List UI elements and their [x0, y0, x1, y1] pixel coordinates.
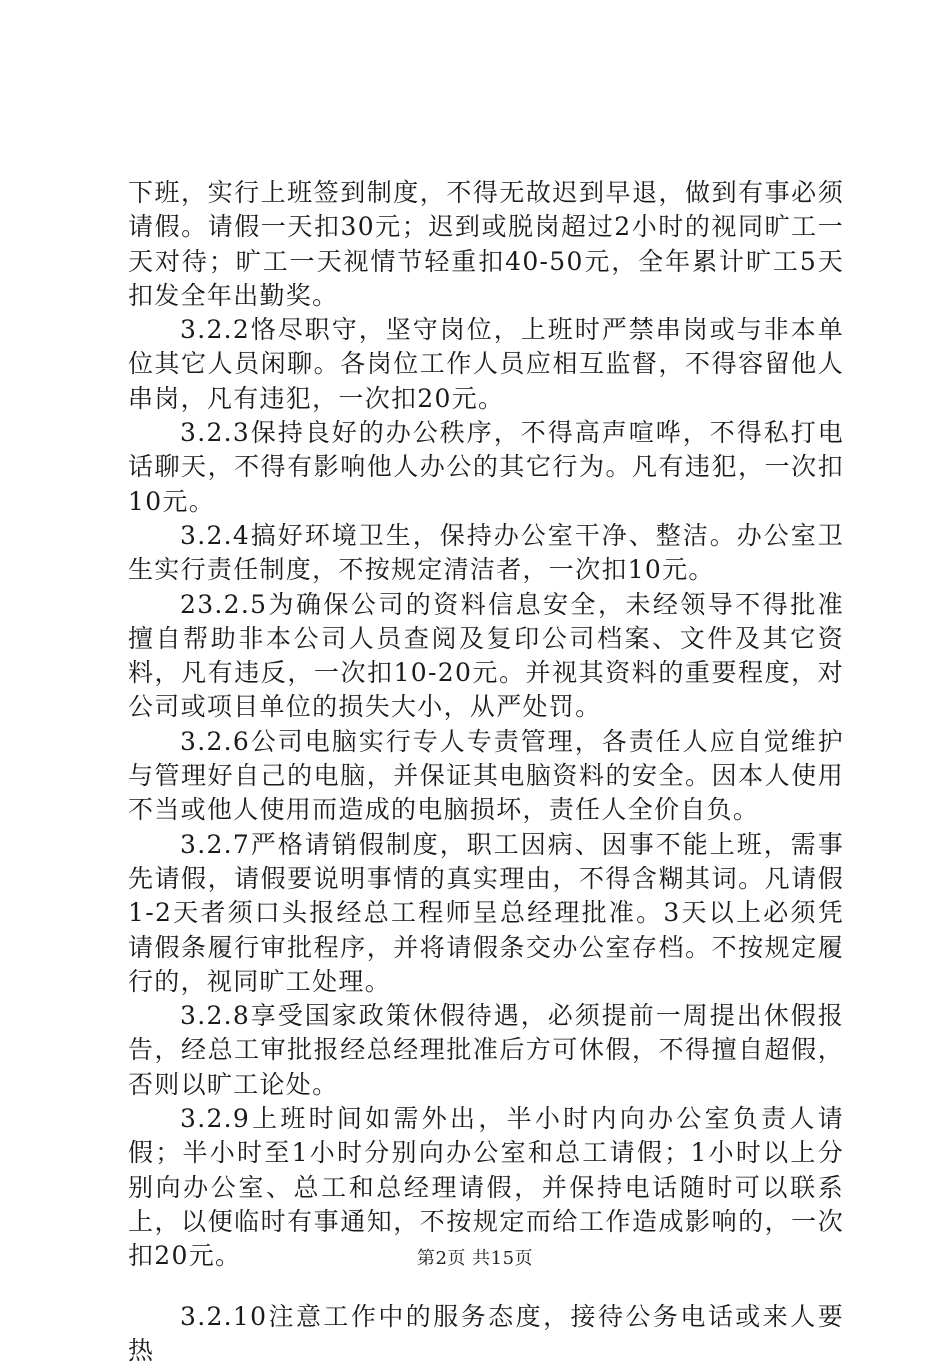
paragraph-3-2-6: 3.2.6公司电脑实行专人专责管理，各责任人应自觉维护与管理好自己的电脑，并保证其电脑资料的安全。因本人使用不当或他人使用而造成的电脑损坏，责任人全价自负。	[128, 725, 844, 828]
document-body	[128, 176, 844, 1368]
paragraph-continuation: 下班，实行上班签到制度，不得无故迟到早退，做到有事必须请假。请假一天扣30元；迟到或脱岗超过2小时的视同旷工一天对待；旷工一天视情节轻重扣40-50元，全年累计旷工5天扣发全年出勤奖。	[128, 176, 844, 313]
paragraph-3-2-5: 23.2.5为确保公司的资料信息安全，未经领导不得批准擅自帮助非本公司人员查阅及复印公司档案、文件及其它资料，凡有违反，一次扣10-20元。并视其资料的重要程度，对公司或项目单位的损失大小，从严处罚。	[128, 588, 844, 725]
paragraph-3-2-3: 3.2.3保持良好的办公秩序，不得高声喧哗，不得私打电话聊天，不得有影响他人办公的其它行为。凡有违犯，一次扣10元。	[128, 416, 844, 519]
paragraph-3-2-9: 3.2.9上班时间如需外出，半小时内向办公室负责人请假；半小时至1小时分别向办公室和总工请假；1小时以上分别向办公室、总工和总经理请假，并保持电话随时可以联系上，以便临时有事通知，不按规定而给工作造成影响的，一次扣20元。	[128, 1102, 844, 1273]
paragraph-3-2-8: 3.2.8享受国家政策休假待遇，必须提前一周提出休假报告，经总工审批报经总经理批准后方可休假，不得擅自超假，否则以旷工论处。	[128, 999, 844, 1102]
paragraph-3-2-2: 3.2.2恪尽职守，坚守岗位，上班时严禁串岗或与非本单位其它人员闲聊。各岗位工作人员应相互监督，不得容留他人串岗，凡有违犯，一次扣20元。	[128, 313, 844, 416]
paragraph-3-2-10: 3.2.10注意工作中的服务态度，接待公务电话或来人要热	[128, 1300, 844, 1368]
paragraph-3-2-7: 3.2.7严格请销假制度，职工因病、因事不能上班，需事先请假，请假要说明事情的真实理由，不得含糊其词。凡请假1-2天者须口头报经总工程师呈总经理批准。3天以上必须凭请假条履行审批程序，并将请假条交办公室存档。不按规定履行的，视同旷工处理。	[128, 828, 844, 999]
paragraph-3-2-4: 3.2.4搞好环境卫生，保持办公室干净、整洁。办公室卫生实行责任制度，不按规定清洁者，一次扣10元。	[128, 519, 844, 588]
page-number-footer: 第2页 共15页	[0, 1244, 950, 1270]
